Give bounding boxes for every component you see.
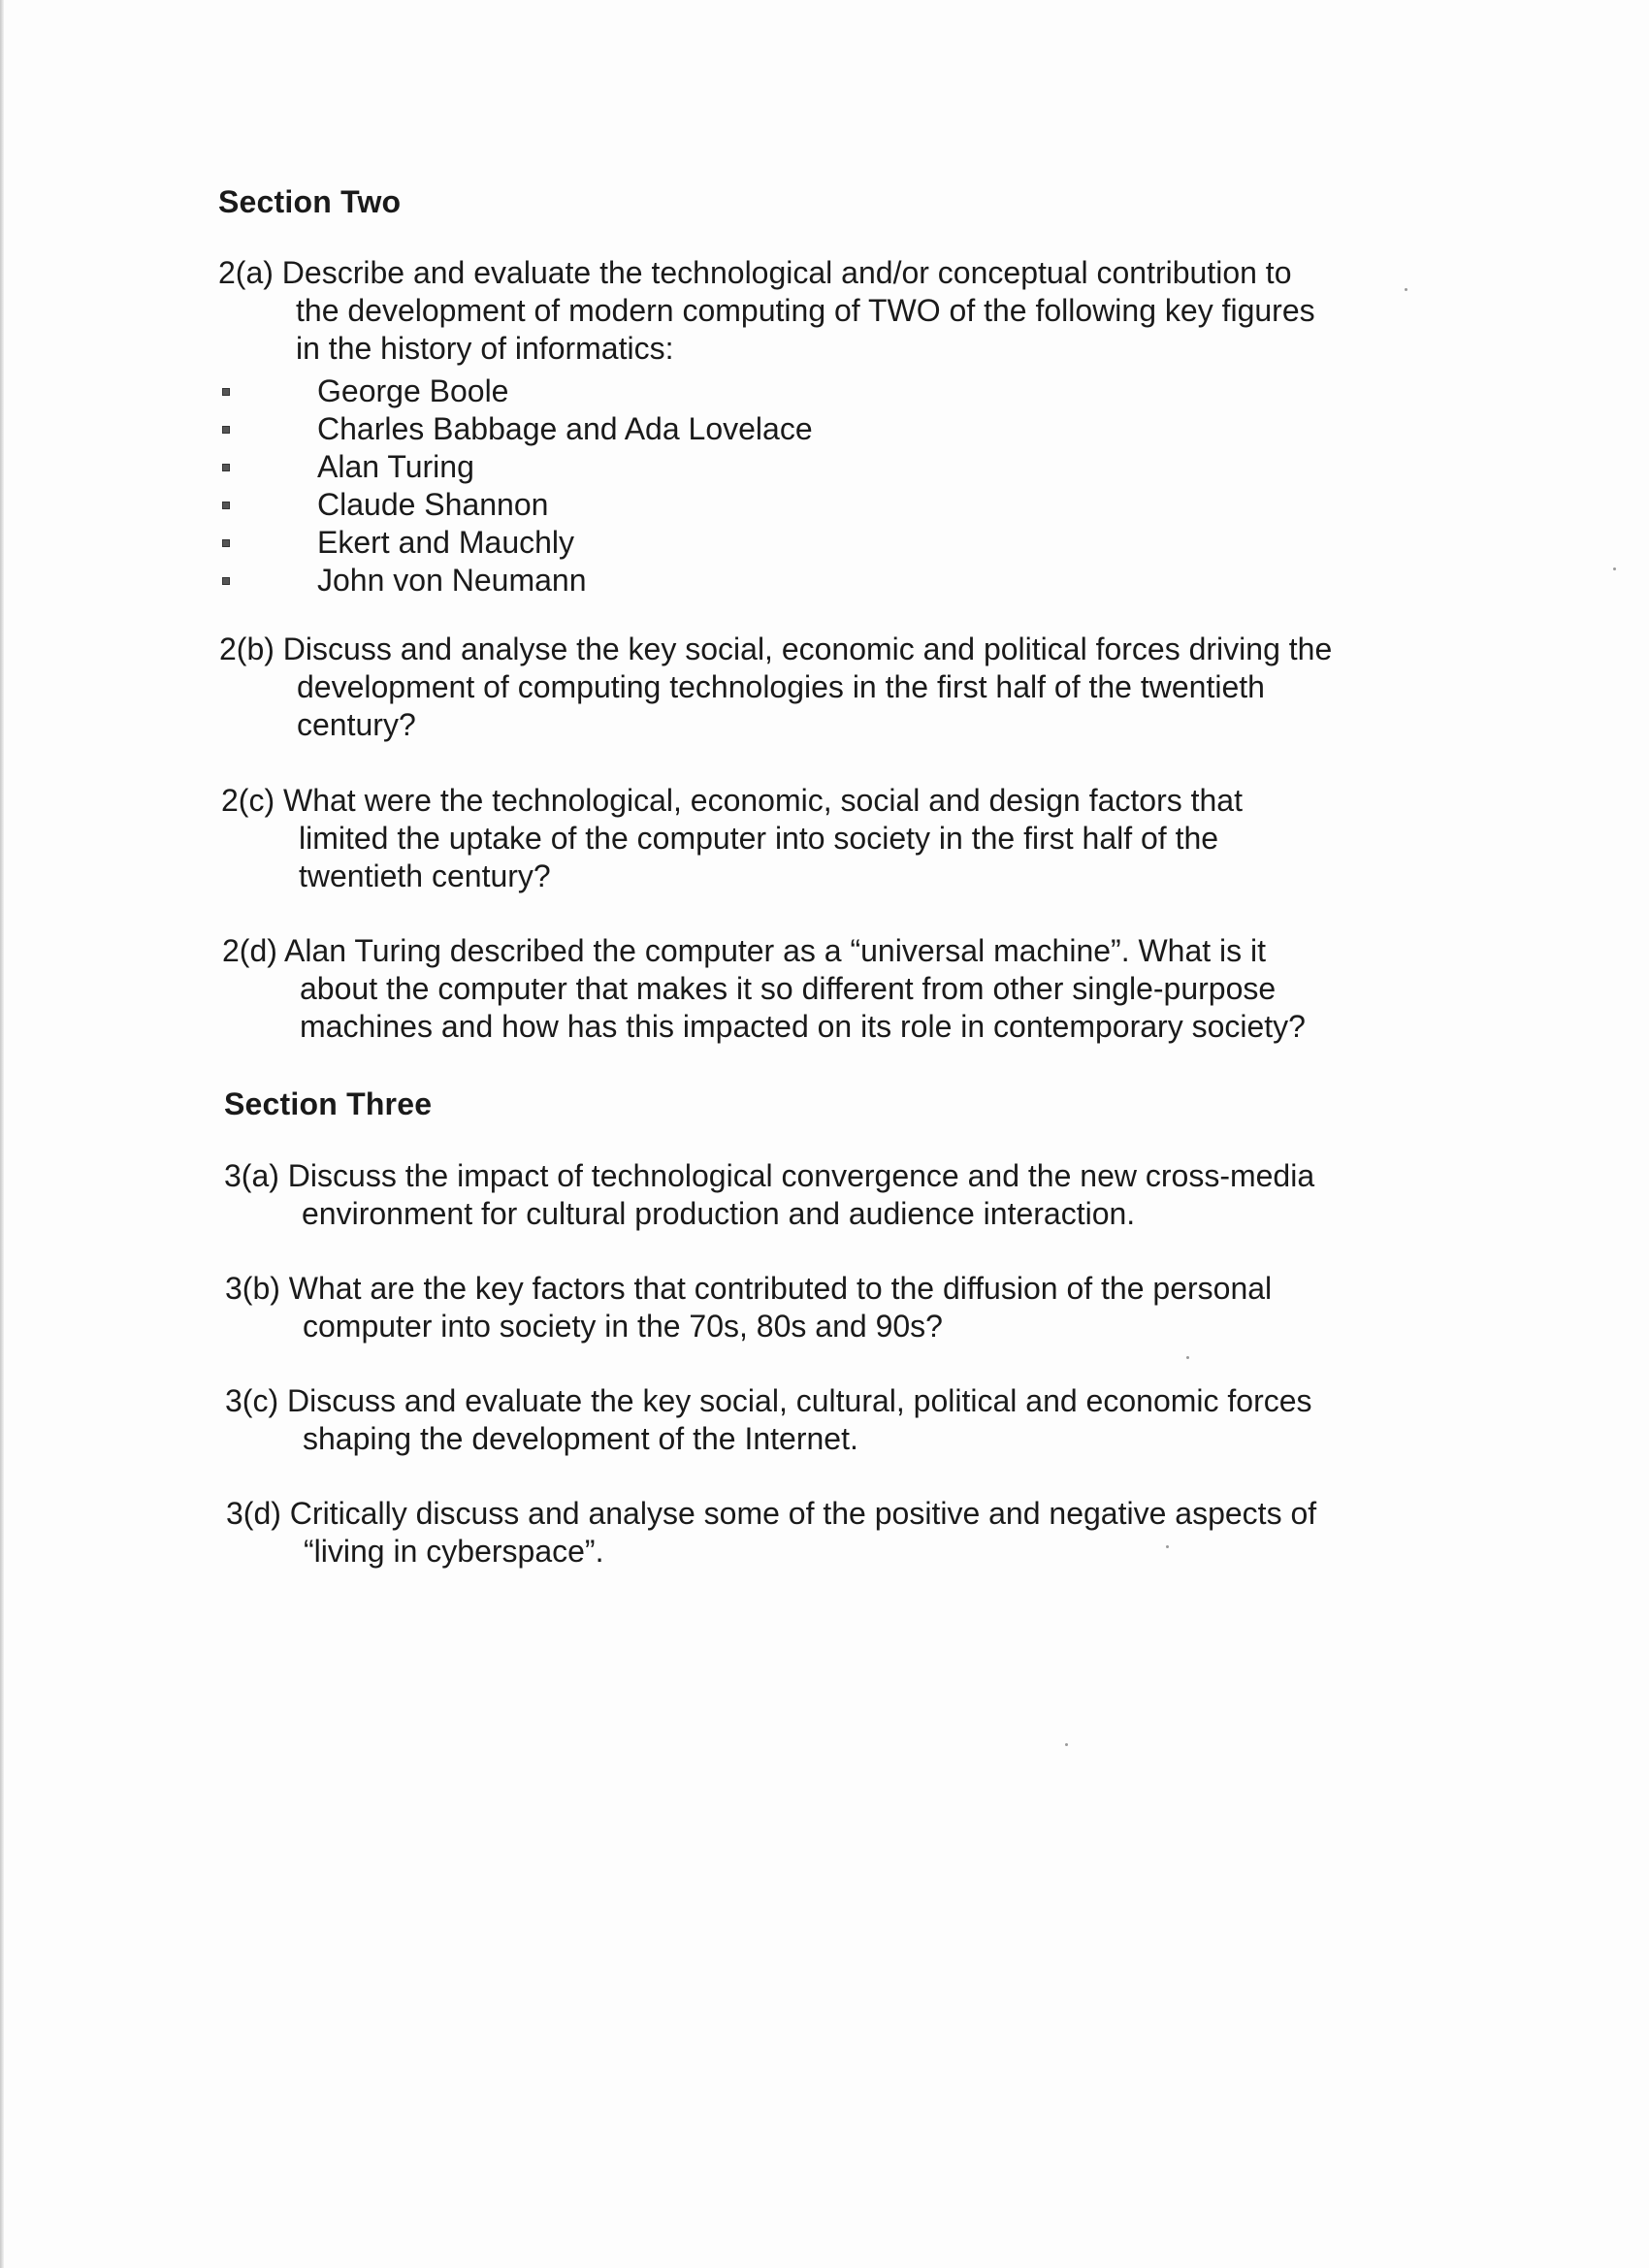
figure-name: Ekert and Mauchly: [317, 525, 575, 560]
question-3a-line: environment for cultural production and audience interaction.: [302, 1196, 1136, 1231]
question-2b: [219, 631, 1332, 744]
question-3c-line: 3(c) Discuss and evaluate the key social, cultural, political and economic forces: [225, 1383, 1312, 1418]
question-3d-line: “living in cyberspace”.: [304, 1534, 604, 1569]
bullet-square-icon: [222, 426, 230, 434]
question-3c: [225, 1382, 1312, 1458]
bullet-square-icon: [222, 502, 230, 509]
question-2c-line: limited the uptake of the computer into society in the first half of the: [299, 821, 1219, 856]
scan-speck: [1613, 567, 1616, 570]
figure-name: Charles Babbage and Ada Lovelace: [317, 411, 813, 446]
question-2c: [221, 782, 1243, 895]
section-two-heading: Section Two: [218, 184, 402, 219]
question-3d-line: 3(d) Critically discuss and analyse some of the positive and negative aspects of: [226, 1496, 1317, 1531]
question-2d-line: about the computer that makes it so different from other single-purpose: [300, 971, 1277, 1006]
question-3c-line: shaping the development of the Internet.: [303, 1421, 858, 1456]
scan-speck: [1166, 1545, 1169, 1548]
question-2b-line: century?: [297, 707, 416, 742]
list-item: [222, 524, 813, 562]
question-2a-line: the development of modern computing of TWO of the following key figures: [296, 293, 1315, 328]
question-3a-line: 3(a) Discuss the impact of technological convergence and the new cross-media: [224, 1158, 1315, 1193]
question-3b: [225, 1270, 1272, 1345]
question-2d: [222, 932, 1306, 1046]
scan-speck: [1405, 288, 1407, 291]
key-figures-list: [222, 373, 813, 599]
bullet-square-icon: [222, 388, 230, 396]
question-3a: [224, 1157, 1314, 1233]
figure-name: George Boole: [317, 373, 509, 408]
list-item: [222, 410, 813, 448]
list-item: [222, 486, 813, 524]
question-2d-line: machines and how has this impacted on its role in contemporary society?: [300, 1009, 1306, 1044]
scan-edge-shadow: [0, 0, 4, 2268]
scan-speck: [1065, 1743, 1068, 1746]
bullet-square-icon: [222, 539, 230, 547]
question-2a: [218, 254, 1315, 368]
question-2c-line: twentieth century?: [299, 859, 551, 893]
question-2b-line: development of computing technologies in the first half of the twentieth: [297, 669, 1265, 704]
question-3d: [226, 1495, 1316, 1571]
bullet-square-icon: [222, 464, 230, 471]
bullet-square-icon: [222, 577, 230, 585]
scan-speck: [1186, 1356, 1189, 1359]
question-2a-line: in the history of informatics:: [296, 331, 674, 366]
list-item: [222, 373, 813, 410]
list-item: [222, 448, 813, 486]
figure-name: Alan Turing: [317, 449, 474, 484]
question-2d-line: 2(d) Alan Turing described the computer as a “universal machine”. What is it: [222, 933, 1267, 968]
question-2c-line: 2(c) What were the technological, economic, social and design factors that: [221, 783, 1243, 818]
section-three-heading: Section Three: [224, 1086, 433, 1121]
question-3b-line: computer into society in the 70s, 80s and 90s?: [303, 1309, 943, 1344]
question-2b-line: 2(b) Discuss and analyse the key social, economic and political forces driving the: [219, 632, 1333, 666]
question-3b-line: 3(b) What are the key factors that contributed to the diffusion of the personal: [225, 1271, 1273, 1306]
list-item: [222, 562, 813, 599]
figure-name: Claude Shannon: [317, 487, 549, 522]
question-2a-line: 2(a) Describe and evaluate the technological and/or conceptual contribution to: [218, 255, 1292, 290]
figure-name: John von Neumann: [317, 563, 587, 598]
